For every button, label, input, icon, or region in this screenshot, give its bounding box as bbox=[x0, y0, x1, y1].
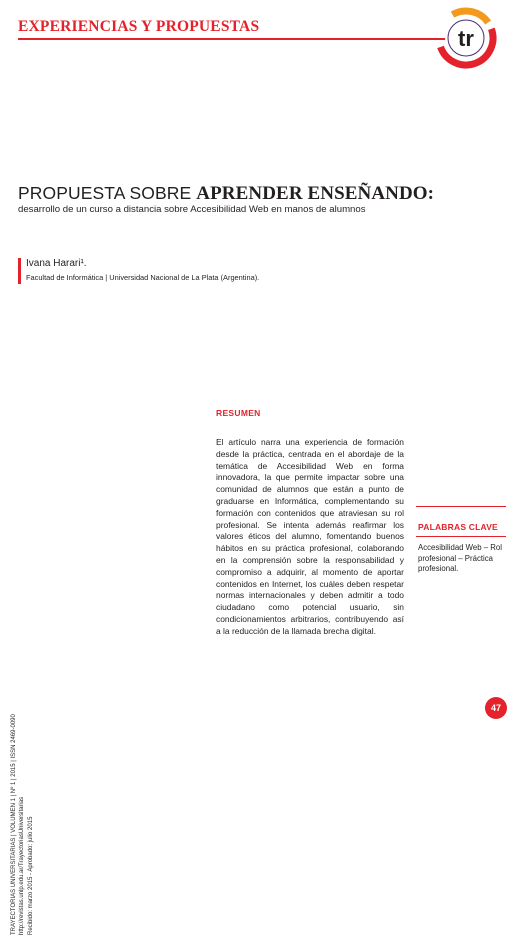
keywords-rule-top bbox=[416, 506, 506, 507]
logo-text: tr bbox=[458, 26, 474, 51]
title-block bbox=[18, 183, 498, 216]
keywords-label: PALABRAS CLAVE bbox=[418, 522, 498, 532]
title-bold: APRENDER ENSEÑANDO: bbox=[196, 183, 435, 204]
title-regular: PROPUESTA SOBRE bbox=[18, 183, 197, 203]
page-number: 47 bbox=[485, 697, 507, 719]
keywords-rule bbox=[416, 536, 506, 537]
author-name: Ivana Harari¹. bbox=[26, 258, 87, 269]
journal-citation: TRAYECTORIAS UNIVERSITARIAS | VOLUMEN 1 | Nº 1 | 2015 | ISSN 2469-0090 bbox=[11, 713, 17, 935]
author-affiliation: Facultad de Informática | Universidad Nacional de La Plata (Argentina). bbox=[26, 273, 260, 282]
abstract-label: RESUMEN bbox=[216, 408, 261, 418]
author-accent-bar bbox=[18, 258, 21, 284]
abstract-text: El artículo narra una experiencia de formación desde la práctica, centrada en el abordaje de la temática de Accesibilidad Web en forma innovadora, la que permite impactar sobre una comunidad de alumnos que están a punto de graduarse en Informática, complementando su formación con contenidos que atraviesan su rol profesional. Se intenta además reafirmar los valores éticos del alumno, fomentando buenos hábitos en su práctica profesional, colaborando en la comprensión sobre la responsabilidad y compromiso a adquirir, al momento de aportar contenidos en Internet, los cuáles deben respetar normas internacionales y deben admitir a todo ciudadano como potencial usuario, sin condicionamientos arbitrarios, contribuyendo así a la reducción de la llamada brecha digital. bbox=[216, 437, 404, 636]
journal-logo bbox=[434, 6, 498, 70]
article-title bbox=[18, 183, 498, 204]
journal-sidebar bbox=[8, 460, 52, 935]
journal-url[interactable]: http://revistas.unlp.edu.ar/TrayectoriasUniversitarias bbox=[19, 796, 26, 935]
keywords-text: Accesibilidad Web – Rol profesional – Práctica profesional. bbox=[418, 543, 502, 574]
received-approved-dates: Recibido: marzo 2015 - Aprobado: julio 2015 bbox=[27, 816, 34, 935]
header-rule bbox=[18, 38, 453, 40]
section-header: EXPERIENCIAS Y PROPUESTAS bbox=[18, 18, 260, 35]
article-subtitle: desarrollo de un curso a distancia sobre Accesibilidad Web en manos de alumnos bbox=[18, 204, 366, 215]
